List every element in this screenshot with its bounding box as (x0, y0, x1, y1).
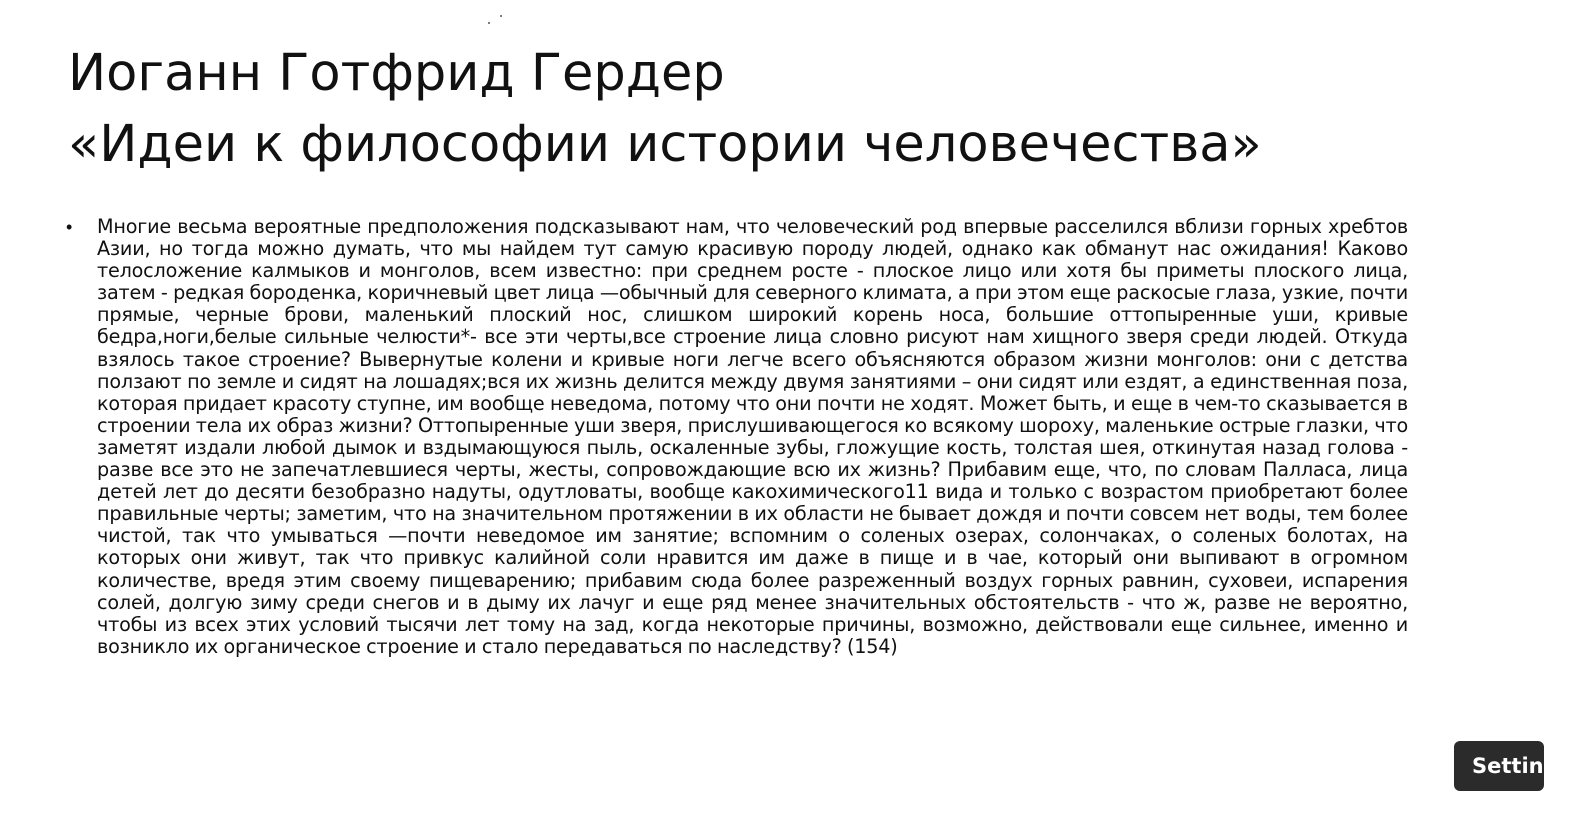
bullet-list (66, 216, 1408, 658)
bullet-marker: • (66, 217, 73, 237)
list-item (66, 216, 1408, 658)
dust-speck (500, 15, 502, 17)
dust-speck (488, 22, 490, 24)
slide-title (68, 38, 1262, 180)
slide-title-work: «Идеи к философии истории человечества» (68, 115, 1262, 174)
slide-title-author: Иоганн Готфрид Гердер (68, 44, 725, 103)
quote-paragraph: Многие весьма вероятные предположения подсказывают нам, что человеческий род впервые расселился вблизи горных хребтов Азии, но тогда можно думать, что мы найдем тут самую красивую породу людей, однако как обманут нас ожидания! Каково телосложение калмыков и монголов, всем известно: при среднем росте - плоское лицо или хотя бы приметы плоского лица, затем - редкая бороденка, коричневый цвет лица —обычный для северного климата, а при этом еще раскосые глаза, узкие, почти прямые, черные брови, маленький плоский нос, слишком широкий корень носа, большие оттопыренные уши, кривые бедра,ноги,белые сильные челюсти*- все эти черты,все строение лица словно рисуют нам хищного зверя среди людей. Откуда взялось такое строение? Вывернутые колени и кривые ноги легче всего объясняются образом жизни монголов: они с детства ползают по земле и сидят на лошадях;вся их жизнь делится между двумя занятиями – они сидят или ездят, а единственная поза, которая придает красоту ступне, им вообще неведома, потому что они почти не ходят. Может быть, и еще в чем-то сказывается в строении тела их образ жизни? Оттопыренные уши зверя, прислушивающегося ко всякому шороху, маленькие острые глазки, что заметят издали любой дымок и вздымающуюся пыль, оскаленные зубы, гложущие кость, толстая шея, откинутая назад голова - разве все это не запечатлевшиеся черты, жесты, сопровождающие всю их жизнь? Прибавим еще, что, по словам Палласа, лица детей лет до десяти безобразно надуты, одутловаты, вообще какохимического11 вида и только с возрастом приобретают более правильные черты; заметим, что на значительном протяжении в их области не бывает дождя и почти совсем нет воды, тем более чистой, так что умываться —почти неведомое им занятие; вспомним о соленых озерах, солончаках, о соленых болотах, на которых они живут, так что привкус калийной соли нравится им даже в пище и в чае, который они выпивают в огромном количестве, вредя этим своему пищеварению; прибавим сюда более разреженный воздух горных равнин, суховеи, испарения солей, долгую зиму среди снегов и в дыму их лачуг и еще ряд менее значительных обстоятельств - что ж, разве не вероятно, чтобы из всех этих условий тысячи лет тому на зад, когда некоторые причины, возможно, действовали еще сильнее, именно и возникло их органическое строение и стало передаваться по наследству? (154) (97, 215, 1408, 658)
settings-button[interactable]: Settings (1454, 741, 1544, 791)
